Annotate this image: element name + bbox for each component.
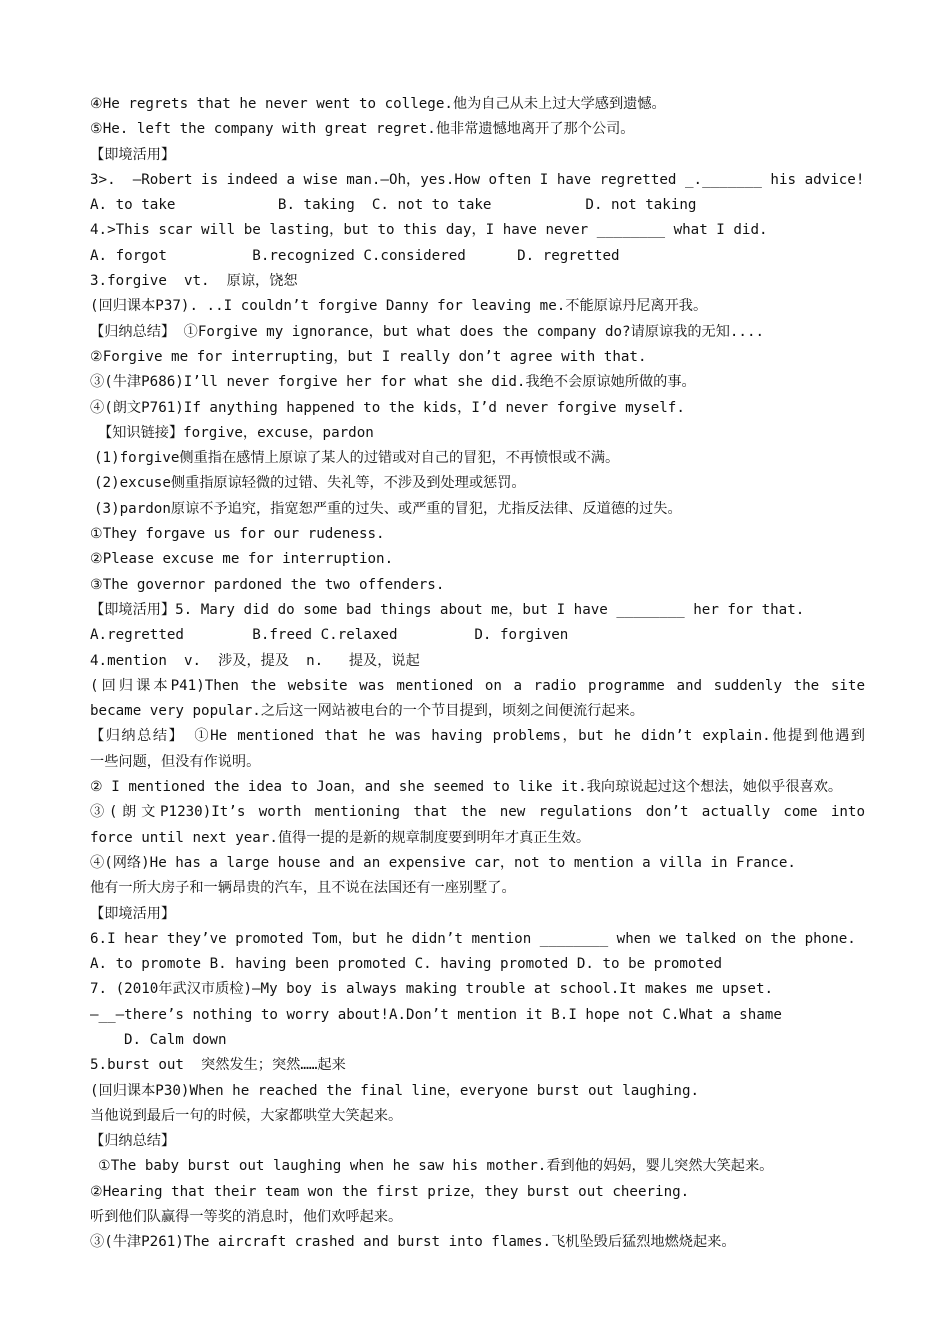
question-6: 6.I hear they’ve promoted Tom，but he didn’t mention ________ when we talked on the phone.: [90, 930, 856, 947]
document-page: [90, 92, 865, 1256]
section-heading-summary: 【归纳总结】: [90, 1133, 176, 1150]
textbook-example-forgive: (回归课本P37). ..I couldn’t forgive Danny for leaving me.不能原谅丹尼离开我。: [90, 298, 708, 315]
question-5-options: A.regretted B.freed C.relaxed D. forgiven: [90, 627, 569, 644]
textbook-example-burst-out-translation: 当他说到最后一句的时候，大家都哄堂大笑起来。: [90, 1107, 403, 1124]
section-heading-practice-2: 【即境活用】: [90, 905, 176, 922]
summary-burst-2: ②Hearing that their team won the first prize，they burst out cheering.: [90, 1183, 690, 1200]
summary-mention-3-line1: ③(朗文P1230)It’s worth mentioning that the new regulations don’t actually come into: [90, 804, 865, 821]
textbook-example-burst-out: (回归课本P30)When he reached the final line，everyone burst out laughing.: [90, 1082, 700, 1099]
question-7-options: —__—there’s nothing to worry about!A.Don’t mention it B.I hope not C.What a shame: [90, 1006, 782, 1023]
knowledge-link-excuse: (2)excuse侧重指原谅轻微的过错、失礼等，不涉及到处理或惩罚。: [94, 475, 526, 492]
question-7: 7. (2010年武汉市质检)—My boy is always making trouble at school.It makes me upset.: [90, 981, 774, 998]
summary-mention-2: ② I mentioned the idea to Joan，and she seemed to like it.我向琼说起过这个想法，她似乎很喜欢。: [90, 779, 843, 796]
knowledge-link-pardon: (3)pardon原谅不予追究，指宽恕严重的过失、或严重的冒犯，尤指反法律、反道德的过失。: [94, 500, 682, 517]
example-regret-4: ④He regrets that he never went to college.他为自己从未上过大学感到遗憾。: [90, 96, 666, 112]
summary-forgive-3: ③(牛津P686)I’ll never forgive her for what she did.我绝不会原谅她所做的事。: [90, 374, 696, 391]
summary-burst-2-translation: 听到他们队赢得一等奖的消息时，他们欢呼起来。: [90, 1209, 403, 1226]
summary-mention-4-translation: 他有一所大房子和一辆昂贵的汽车，且不说在法国还有一座别墅了。: [90, 880, 516, 897]
question-3-options: A. to take B. taking C. not to take D. not taking: [90, 197, 697, 214]
summary-mention-1-line2: 一些问题，但没有作说明。: [90, 753, 261, 770]
textbook-example-mention-line1: (回归课本P41)Then the website was mentioned on a radio programme and suddenly the site: [90, 677, 865, 694]
question-6-options: A. to promote B. having been promoted C. having promoted D. to be promoted: [90, 956, 723, 973]
section-heading-practice: 【即境活用】: [90, 146, 176, 163]
summary-forgive-4: ④(朗文P761)If anything happened to the kids，I’d never forgive myself.: [90, 399, 685, 416]
example-excuse: ②Please excuse me for interruption.: [90, 551, 394, 568]
summary-mention-3-line2: force until next year.值得一提的是新的规章制度要到明年才真正生效。: [90, 829, 591, 846]
question-7-option-d: D. Calm down: [124, 1031, 227, 1048]
example-regret-5: ⑤He. left the company with great regret.他非常遗憾地离开了那个公司。: [90, 121, 635, 138]
question-3: 3>. —Robert is indeed a wise man.—Oh，yes.How often I have regretted _._______ his advice!: [90, 171, 865, 188]
question-4: 4.>This scar will be lasting，but to this day，I have never ________ what I did.: [90, 222, 768, 239]
summary-forgive-1: 【归纳总结】 ①Forgive my ignorance，but what does the company do?请原谅我的无知....: [90, 323, 765, 340]
vocab-heading-mention: 4.mention v. 涉及，提及 n. 提及，说起: [90, 652, 420, 669]
knowledge-link-heading: 【知识链接】forgive，excuse，pardon: [98, 424, 374, 441]
question-5: 【即境活用】5. Mary did do some bad things about me，but I have ________ her for that.: [90, 601, 805, 618]
example-forgave: ①They forgave us for our rudeness.: [90, 526, 385, 543]
summary-mention-1-line1: 【归纳总结】 ①He mentioned that he was having problems，but he didn’t explain.他提到他遇到: [90, 728, 865, 745]
summary-mention-4: ④(网络)He has a large house and an expensive car，not to mention a villa in France.: [90, 854, 796, 871]
summary-burst-1: ①The baby burst out laughing when he saw his mother.看到他的妈妈，婴儿突然大笑起来。: [98, 1158, 774, 1175]
vocab-heading-forgive: 3.forgive vt. 原谅，饶恕: [90, 273, 298, 290]
summary-forgive-2: ②Forgive me for interrupting，but I really don’t agree with that.: [90, 348, 647, 365]
example-pardoned: ③The governor pardoned the two offenders.: [90, 576, 445, 593]
question-4-options: A. forgot B.recognized C.considered D. regretted: [90, 247, 620, 264]
summary-burst-3: ③(牛津P261)The aircraft crashed and burst into flames.飞机坠毁后猛烈地燃烧起来。: [90, 1234, 736, 1251]
vocab-heading-burst-out: 5.burst out 突然发生；突然……起来: [90, 1057, 346, 1074]
textbook-example-mention-line2: became very popular.之后这一网站被电台的一个节目提到，顷刻之间便流行起来。: [90, 703, 644, 720]
knowledge-link-forgive: (1)forgive侧重指在感情上原谅了某人的过错或对自己的冒犯，不再愤恨或不满。: [94, 450, 620, 467]
